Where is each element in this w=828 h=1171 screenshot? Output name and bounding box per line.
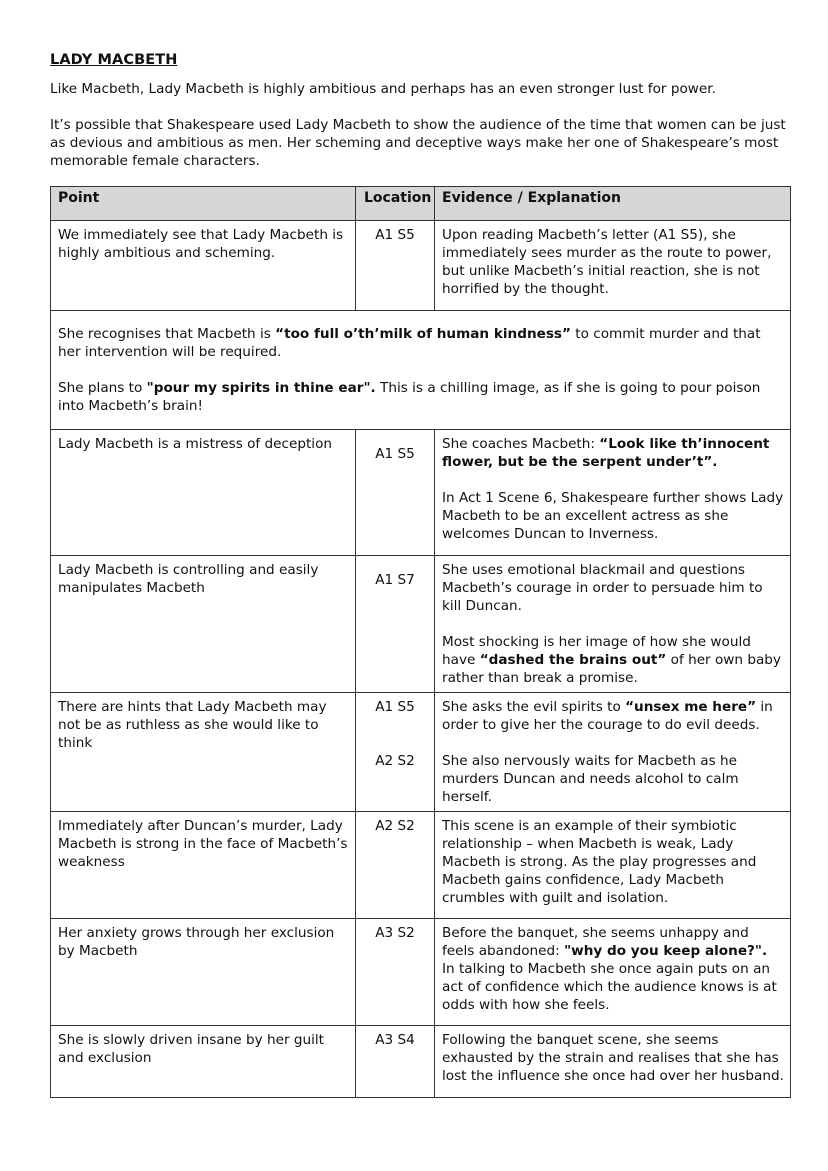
intro-paragraph: It’s possible that Shakespeare used Lady Macbeth to show the audience of the time that women can be just as devious and ambitious as men. Her scheming and deceptive ways make her one of Shakespeare’s most memorable female characters. xyxy=(50,117,786,169)
quotation: “Look like th’innocent flower, but be the serpent under’t”. xyxy=(442,436,770,470)
evidence-paragraph xyxy=(442,698,784,734)
evidence-cell xyxy=(435,693,791,812)
table-header-row xyxy=(51,187,791,221)
evidence-paragraph: She uses emotional blackmail and questions Macbeth’s courage in order to persuade him to kill Duncan. xyxy=(442,562,763,614)
location-cell: A3 S2 xyxy=(356,919,435,1026)
evidence-cell xyxy=(435,556,791,693)
text: She coaches Macbeth: xyxy=(442,436,600,452)
location-label: A1 S5 xyxy=(375,446,415,462)
text: She asks the evil spirits to xyxy=(442,699,626,715)
page-title: LADY MACBETH xyxy=(50,52,178,68)
header-point: Point xyxy=(51,187,356,221)
location-cell xyxy=(356,556,435,693)
point-cell: There are hints that Lady Macbeth may not be as ruthless as she would like to think xyxy=(51,693,356,812)
table-row xyxy=(51,221,791,311)
quotation: "why do you keep alone?". xyxy=(564,943,768,959)
point-cell: Her anxiety grows through her exclusion by Macbeth xyxy=(51,919,356,1026)
commentary-cell xyxy=(51,311,791,430)
commentary-paragraph xyxy=(58,379,783,415)
location-cell xyxy=(356,430,435,556)
quotation: “too full o’th’milk of human kindness” xyxy=(275,326,571,342)
text: of her own baby rather than break a promise. xyxy=(442,652,781,686)
point-cell: We immediately see that Lady Macbeth is highly ambitious and scheming. xyxy=(51,221,356,311)
location-cell: A3 S4 xyxy=(356,1026,435,1098)
table-row xyxy=(51,919,791,1026)
header-location: Location xyxy=(356,187,435,221)
quotation: “dashed the brains out” xyxy=(479,652,667,668)
location-cell: A1 S5 xyxy=(356,221,435,311)
table-row-fullwidth xyxy=(51,311,791,430)
table-row xyxy=(51,556,791,693)
location-label: A1 S5 xyxy=(375,699,415,715)
evidence-cell: This scene is an example of their symbiotic relationship – when Macbeth is weak, Lady Macbeth is strong. As the play progresses and Macbeth gains confidence, Lady Macbeth crumbles with guilt and isolation. xyxy=(435,812,791,919)
location-label: A2 S2 xyxy=(375,753,415,769)
commentary-paragraph xyxy=(58,325,783,361)
evidence-cell xyxy=(435,430,791,556)
text: in order to give her the courage to do evil deeds. xyxy=(442,699,773,733)
point-cell: She is slowly driven insane by her guilt and exclusion xyxy=(51,1026,356,1098)
point-cell: Lady Macbeth is controlling and easily manipulates Macbeth xyxy=(51,556,356,693)
point-cell: Lady Macbeth is a mistress of deception xyxy=(51,430,356,556)
location-label: A1 S7 xyxy=(375,572,415,588)
text: She recognises that Macbeth is xyxy=(58,326,276,342)
evidence-cell: Upon reading Macbeth’s letter (A1 S5), she immediately sees murder as the route to power, but unlike Macbeth’s initial reaction, she is not horrified by the thought. xyxy=(435,221,791,311)
evidence-paragraph xyxy=(442,435,784,471)
location-cell xyxy=(356,693,435,812)
text: She plans to xyxy=(58,380,147,396)
text: Most shocking is her image of how she would have xyxy=(442,634,751,668)
quotation: "pour my spirits in thine ear". xyxy=(146,380,376,396)
header-evidence: Evidence / Explanation xyxy=(435,187,791,221)
quotation: “unsex me here” xyxy=(625,699,757,715)
evidence-cell: Following the banquet scene, she seems exhausted by the strain and realises that she has lost the influence she once had over her husband. xyxy=(435,1026,791,1098)
table-row xyxy=(51,812,791,919)
evidence-paragraph xyxy=(442,633,784,687)
text: In talking to Macbeth she once again puts on an act of confidence which the audience knows is at odds with how she feels. xyxy=(442,961,777,1013)
table-row xyxy=(51,430,791,556)
point-cell: Immediately after Duncan’s murder, Lady Macbeth is strong in the face of Macbeth’s weakness xyxy=(51,812,356,919)
document-page xyxy=(50,50,790,1084)
evidence-cell xyxy=(435,919,791,1026)
location-cell: A2 S2 xyxy=(356,812,435,919)
text: to commit murder and that her intervention will be required. xyxy=(58,326,761,360)
table-row xyxy=(51,693,791,812)
intro-paragraph: Like Macbeth, Lady Macbeth is highly ambitious and perhaps has an even stronger lust for power. xyxy=(50,81,716,97)
text: Before the banquet, she seems unhappy and feels abandoned: xyxy=(442,925,749,959)
evidence-paragraph: She also nervously waits for Macbeth as he murders Duncan and needs alcohol to calm herself. xyxy=(442,753,739,805)
evidence-paragraph: In Act 1 Scene 6, Shakespeare further shows Lady Macbeth to be an excellent actress as she welcomes Duncan to Inverness. xyxy=(442,490,784,542)
analysis-table xyxy=(50,186,791,1098)
table-row xyxy=(51,1026,791,1098)
text: This is a chilling image, as if she is going to pour poison into Macbeth’s brain! xyxy=(58,380,761,414)
